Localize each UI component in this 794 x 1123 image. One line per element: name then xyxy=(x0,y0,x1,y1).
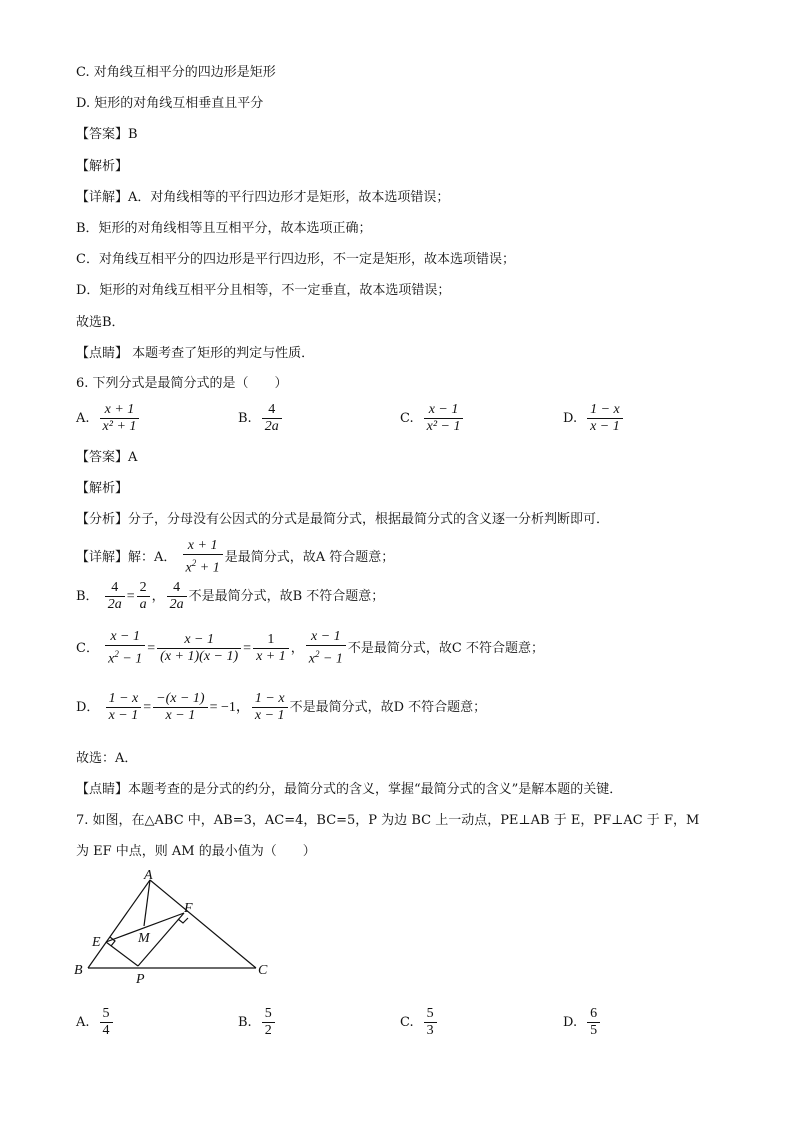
q6-option-d-den: x − 1 xyxy=(590,419,620,434)
analysis-label: 【解析】 xyxy=(76,159,129,174)
q6-option-a-num: x + 1 xyxy=(100,402,140,419)
q6-option-b-den: 2a xyxy=(264,419,279,434)
q6-c-label: C． xyxy=(76,640,99,656)
q6-d-text: 不是最简分式，故D 不符合题意； xyxy=(289,700,487,715)
q6-option-d-num: 1 − x xyxy=(587,402,623,419)
detail-d: D．矩形的对角线互相平分且相等，不一定垂直，故本选项错误； xyxy=(76,283,451,298)
label-m: M xyxy=(138,931,150,946)
q6-analysis: 【解析】 xyxy=(76,481,129,496)
q7-option-a-den: 4 xyxy=(102,1023,110,1038)
q6-answer: 【答案】A xyxy=(76,450,138,465)
q6-option-c-label: C. xyxy=(400,410,414,426)
q6-detail-b: B． $\frac{4}{2a}$ = $\frac{2}{a}$ ， $\frac{4}{2a}$ 不是最简分式，故B 不符合题意； xyxy=(76,580,385,612)
q7-option-a xyxy=(76,1006,115,1039)
q6-comment: 【点睛】本题考查的是分式的约分，最简分式的含义，掌握“最简分式的含义”是解本题的关键． xyxy=(76,782,623,797)
q6-option-d-label: D. xyxy=(563,410,578,426)
q7-option-d xyxy=(563,1006,602,1039)
q7-option-a-label: A. xyxy=(76,1014,90,1030)
q6-detail-d: D． $\frac{1 - x}{x - 1}$ = $\frac{-(x - 1)}{x - 1}$ = −1， $\frac{1 - x}{x - 1}$ 不是最简分式，故D 不符合题意； xyxy=(76,691,487,723)
q7-option-b-den: 2 xyxy=(264,1023,272,1038)
q7-option-d-num: 6 xyxy=(587,1006,600,1023)
label-e: E xyxy=(92,935,101,950)
choose-line: 故选B． xyxy=(76,315,125,330)
q6-stem: 6. 下列分式是最简分式的是（ ） xyxy=(76,376,288,391)
label-p: P xyxy=(136,972,145,987)
q6-b-label: B． xyxy=(76,589,99,604)
label-b: B xyxy=(74,963,83,978)
q6-option-b-label: B. xyxy=(238,410,252,426)
q7-option-c xyxy=(400,1006,439,1039)
q6-option-a xyxy=(76,402,141,435)
q6-option-c-num: x − 1 xyxy=(424,402,464,419)
q7-option-b xyxy=(238,1006,277,1039)
q7-option-c-label: C. xyxy=(400,1014,414,1030)
answer-label: 【答案】B xyxy=(76,127,138,142)
triangle-figure xyxy=(70,868,290,988)
label-c: C xyxy=(258,963,268,978)
q6-detail-c: C． $\frac{x - 1}{x^2 - 1}$ = $\frac{x - 1}{(x + 1)(x - 1)}$ = $\frac{1}{x + 1}$ ， $\frac{x - 1}{x^2 - 1}$ 不是最简分式，故C 不符合题意； xyxy=(76,629,545,667)
detail-b: B．矩形的对角线相等且互相平分，故本选项正确； xyxy=(76,221,372,236)
q6-choose: 故选：A． xyxy=(76,751,138,766)
q7-option-d-label: D. xyxy=(563,1014,578,1030)
q7-option-a-num: 5 xyxy=(100,1006,113,1023)
q7-stem-2: 为 EF 中点，则 AM 的最小值为（ ） xyxy=(76,844,316,859)
label-f: F xyxy=(184,901,193,916)
q6-d-label: D． xyxy=(76,700,100,715)
q7-stem-1: 7. 如图，在△ABC 中，AB=3，AC=4，BC=5，P 为边 BC 上一动点，PE⊥AB 于 E，PF⊥AC 于 F，M xyxy=(76,813,700,828)
q6-detail-a: 【详解】解：A． $\frac{x + 1}{x^2 + 1}$ 是最简分式，故A 符合题意； xyxy=(76,538,395,576)
q6-option-a-label: A. xyxy=(76,410,90,426)
q6-option-b-num: 4 xyxy=(262,402,282,419)
q7-option-b-label: B. xyxy=(238,1014,252,1030)
q7-option-c-den: 3 xyxy=(426,1023,434,1038)
q6-option-b xyxy=(238,402,284,435)
q6-option-c-den: x² − 1 xyxy=(426,419,461,434)
q6-option-c xyxy=(400,402,465,435)
option-c-text: C. 对角线互相平分的四边形是矩形 xyxy=(76,65,276,80)
q7-option-d-den: 5 xyxy=(590,1023,598,1038)
q6-detail-a-text: 是最简分式，故A 符合题意； xyxy=(224,549,395,565)
q6-b-text: 不是最简分式，故B 不符合题意； xyxy=(188,589,385,604)
q6-option-d xyxy=(563,402,625,435)
q7-option-c-num: 5 xyxy=(424,1006,437,1023)
detail-a: 【详解】A．对角线相等的平行四边形才是矩形，故本选项错误； xyxy=(76,190,450,205)
segment-ac xyxy=(150,880,256,968)
segment-ab xyxy=(88,880,150,968)
label-a: A xyxy=(144,868,153,883)
q6-fenxi: 【分析】分子，分母没有公因式的分式是最简分式，根据最简分式的含义逐一分析判断即可． xyxy=(76,512,610,527)
detail-c: C．对角线互相平分的四边形是平行四边形，不一定是矩形，故本选项错误； xyxy=(76,252,515,267)
option-d-text: D. 矩形的对角线互相垂直且平分 xyxy=(76,96,264,111)
q6-detail-prefix: 【详解】解：A． xyxy=(76,549,177,565)
q6-c-text: 不是最简分式，故C 不符合题意； xyxy=(347,640,545,656)
q6-option-a-den: x² + 1 xyxy=(102,419,137,434)
q7-option-b-num: 5 xyxy=(262,1006,275,1023)
comment-line: 【点睛】 本题考查了矩形的判定与性质． xyxy=(76,346,315,361)
